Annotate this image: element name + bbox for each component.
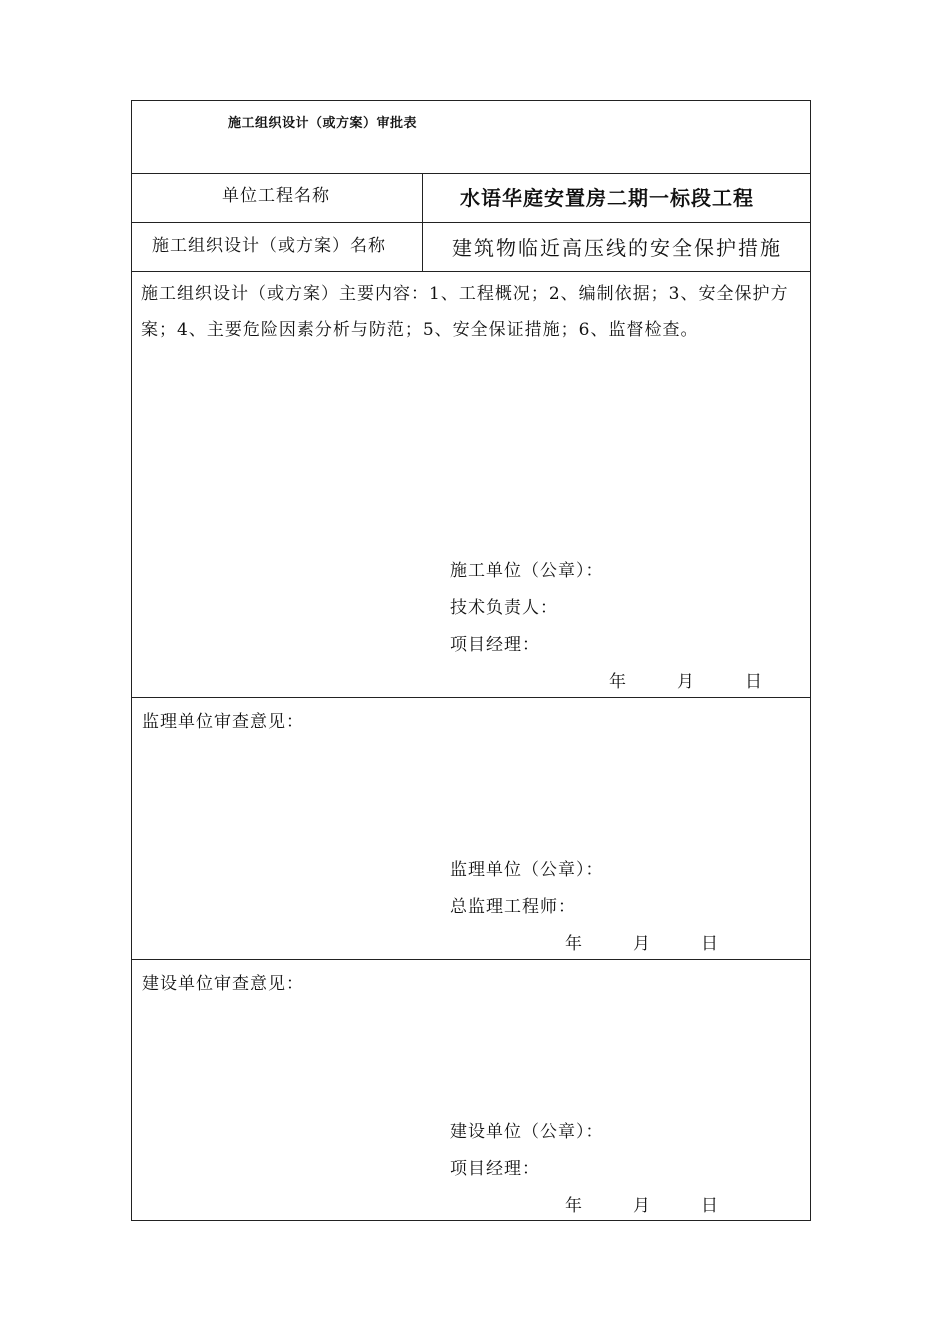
owner-opinion-label: 建设单位审查意见：: [142, 974, 304, 994]
supervision-unit-seal-label: 监理单位（公章）：: [450, 860, 604, 880]
form-title: 施工组织设计（或方案）审批表: [228, 116, 418, 131]
date-month: 月: [677, 672, 695, 692]
row-divider-construction: [132, 697, 810, 698]
project-manager-label: 项目经理：: [450, 635, 540, 655]
main-content-text: 施工组织设计（或方案）主要内容：1、工程概况；2、编制依据；3、安全保护方案；4、主要危险因素分析与防范；5、安全保证措施；6、监督检查。: [141, 284, 789, 340]
date-month: 月: [633, 934, 651, 954]
supervision-opinion-label: 监理单位审查意见：: [142, 712, 304, 732]
plan-name-value: 建筑物临近高压线的安全保护措施: [452, 236, 782, 260]
chief-supervisor-label: 总监理工程师：: [450, 897, 576, 917]
date-year: 年: [609, 672, 627, 692]
date-day: 日: [701, 934, 719, 954]
owner-unit-seal-label: 建设单位（公章）：: [450, 1122, 604, 1142]
plan-name-label: 施工组织设计（或方案）名称: [152, 236, 386, 256]
date-year: 年: [565, 934, 583, 954]
row-divider-unit-project: [132, 222, 810, 223]
unit-project-value: 水语华庭安置房二期一标段工程: [460, 186, 754, 210]
supervision-date: [565, 929, 769, 954]
row-divider-plan-name: [132, 271, 810, 272]
owner-date: [565, 1191, 769, 1216]
owner-project-manager-label: 项目经理：: [450, 1159, 540, 1179]
date-day: 日: [745, 672, 763, 692]
date-month: 月: [633, 1196, 651, 1216]
date-year: 年: [565, 1196, 583, 1216]
construction-date: [609, 667, 813, 692]
unit-project-label: 单位工程名称: [222, 186, 330, 206]
row-divider-title: [132, 173, 810, 174]
column-divider: [422, 173, 423, 271]
technical-lead-label: 技术负责人：: [450, 598, 558, 618]
row-divider-supervision: [132, 959, 810, 960]
date-day: 日: [701, 1196, 719, 1216]
construction-unit-seal-label: 施工单位（公章）：: [450, 561, 604, 581]
approval-form-table: [131, 100, 811, 1221]
